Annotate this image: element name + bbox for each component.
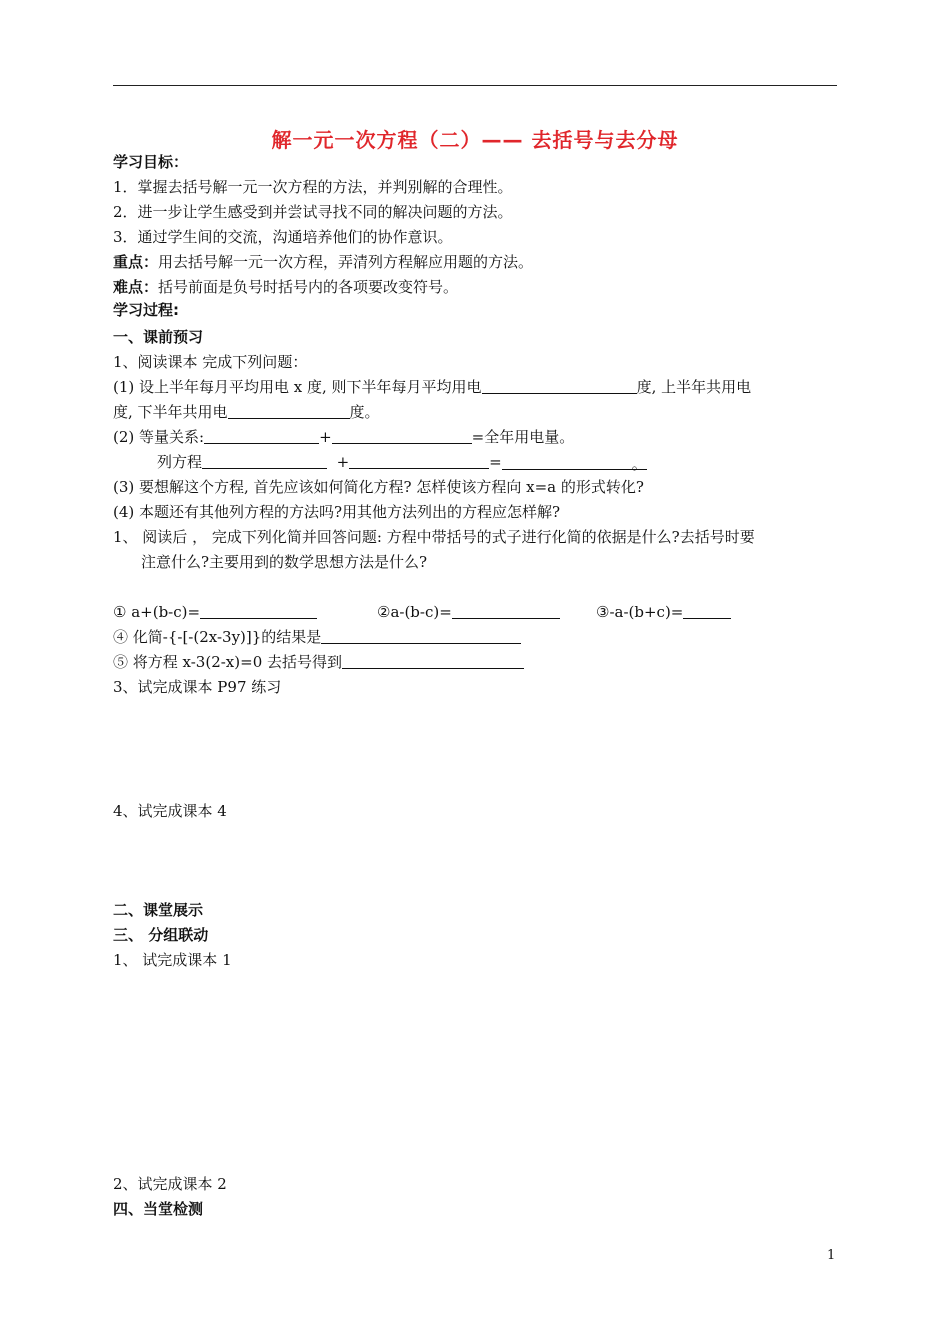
exercise-3-text: ③-a-(b+c)=	[596, 603, 684, 621]
q2b-equals: =	[489, 453, 502, 471]
exercise-5	[113, 652, 524, 672]
preview-item-2-line1: 1、 阅读后 ， 完成下列化简并回答问题: 方程中带括号的式子进行化简的依据是什么?去括号时要	[113, 528, 755, 546]
answer-blank[interactable]	[342, 653, 524, 669]
answer-blank[interactable]	[482, 378, 637, 394]
answer-blank[interactable]	[349, 453, 489, 469]
question-4: (4) 本题还有其他列方程的方法吗?用其他方法列出的方程应怎样解?	[113, 503, 561, 521]
objectives-heading: 学习目标：	[113, 153, 189, 171]
q2b-label: 列方程	[157, 453, 203, 471]
q1-text-c: 度, 下半年共用电	[113, 403, 228, 421]
q1-text-a: (1) 设上半年每月平均用电 x 度, 则下半年每月平均用电	[113, 378, 482, 396]
page-title: 解一元一次方程（二）—— 去括号与去分母	[271, 128, 679, 152]
objective-item: 1．掌握去括号解一元一次方程的方法，并判别解的合理性。	[113, 178, 513, 196]
difficulty-text: 括号前面是负号时括号内的各项要改变符号。	[158, 278, 459, 296]
q2b-end: 。	[631, 455, 647, 473]
section-heading-group: 三、 分组联动	[113, 926, 209, 944]
preview-item-4: 4、试完成课本 4	[113, 802, 227, 820]
q2b-plus: +	[336, 453, 350, 471]
section-heading-preview: 一、课前预习	[113, 328, 204, 346]
group-item-2: 2、试完成课本 2	[113, 1175, 227, 1193]
exercise-2	[377, 602, 560, 622]
exercise-5-text: ⑤ 将方程 x-3(2-x)=0 去括号得到	[113, 653, 342, 671]
answer-blank[interactable]	[200, 603, 317, 619]
header-rule	[113, 85, 837, 86]
q2-equals: =全年用电量。	[471, 428, 575, 446]
answer-blank[interactable]	[502, 454, 647, 473]
exercise-3	[596, 602, 731, 622]
key-point-text: 用去括号解一元一次方程，弄清列方程解应用题的方法。	[158, 253, 534, 271]
q2-plus: +	[319, 428, 332, 446]
answer-blank[interactable]	[204, 428, 319, 444]
answer-blank[interactable]	[683, 603, 731, 619]
question-2-line2	[157, 452, 647, 472]
process-heading-text: 学习过程:	[113, 301, 179, 319]
process-heading	[113, 300, 179, 320]
exercise-4-text: ④ 化简-{-[-(2x-3y)]}的结果是	[113, 628, 322, 646]
question-1-line1	[113, 377, 751, 397]
answer-blank[interactable]	[228, 403, 350, 419]
q1-text-b: 度, 上半年共用电	[636, 378, 752, 396]
group-item-1: 1、 试完成课本 1	[113, 951, 232, 969]
answer-blank[interactable]	[202, 453, 327, 469]
preview-item-2-line2: 注意什么?主要用到的数学思想方法是什么?	[141, 553, 428, 571]
q2-label: (2) 等量关系:	[113, 428, 205, 446]
exercise-4	[113, 627, 521, 647]
q1-text-d: 度。	[349, 403, 380, 421]
exercise-1	[113, 602, 317, 622]
key-point-label: 重点：	[113, 253, 159, 271]
exercise-2-text: ②a-(b-c)=	[377, 603, 452, 621]
answer-blank[interactable]	[321, 628, 521, 644]
question-3: (3) 要想解这个方程, 首先应该如何简化方程? 怎样使该方程向 x=a 的形式转化?	[113, 478, 644, 496]
difficulty-label: 难点：	[113, 278, 159, 296]
objective-item: 3．通过学生间的交流，沟通培养他们的协作意识。	[113, 228, 453, 246]
difficulty	[113, 277, 458, 297]
preview-item-1: 1、阅读课本 完成下列问题：	[113, 353, 308, 371]
objective-item: 2．进一步让学生感受到并尝试寻找不同的解决问题的方法。	[113, 203, 513, 221]
preview-item-3: 3、试完成课本 P97 练习	[113, 678, 282, 696]
page-number: 1	[827, 1248, 836, 1263]
answer-blank[interactable]	[332, 428, 472, 444]
answer-blank[interactable]	[452, 603, 560, 619]
section-heading-check: 四、当堂检测	[113, 1200, 204, 1218]
exercise-1-text: ① a+(b-c)=	[113, 603, 201, 621]
key-point	[113, 252, 533, 272]
question-2-line1	[113, 427, 574, 447]
question-1-line2	[113, 402, 380, 422]
section-heading-display: 二、课堂展示	[113, 901, 204, 919]
